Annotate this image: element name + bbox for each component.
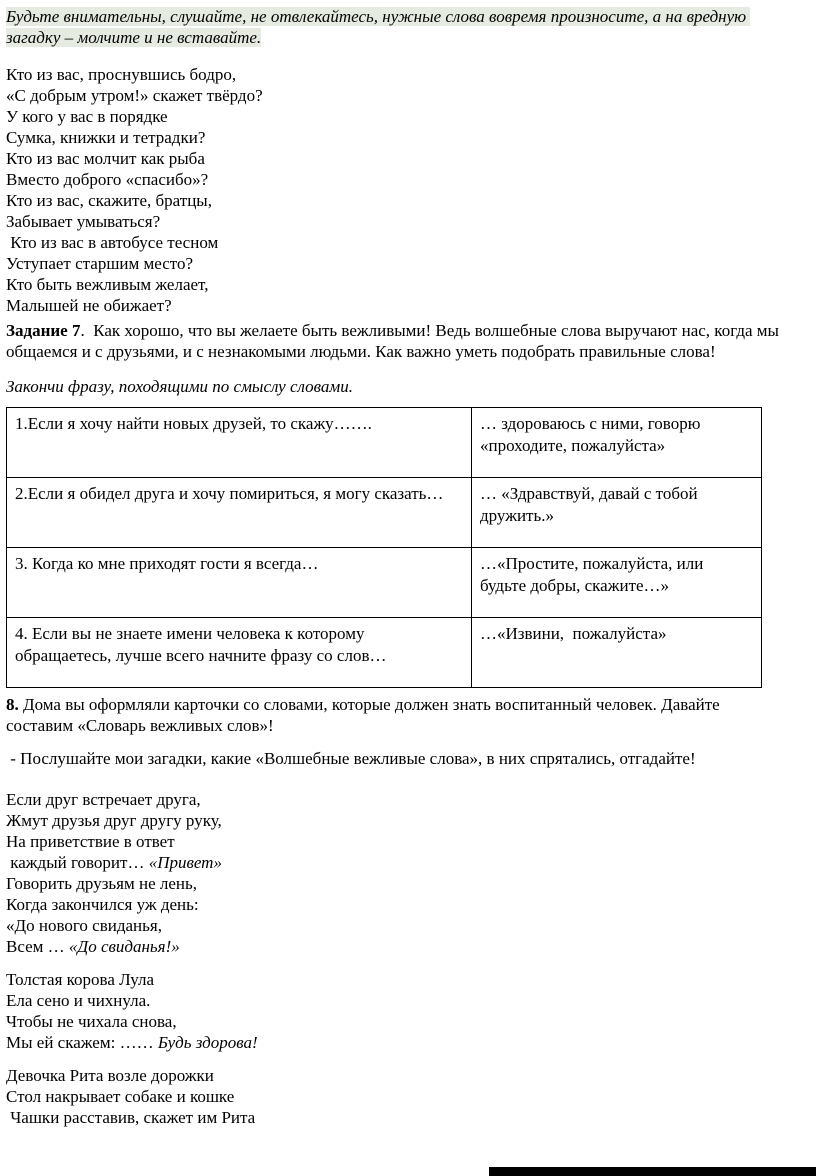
riddle-answer: Будь здорова!: [157, 1033, 258, 1052]
riddle-line: Когда закончился уж день:: [6, 895, 199, 914]
table-row: [7, 478, 762, 548]
intro-note: [6, 6, 786, 48]
quiz-poem: [6, 64, 786, 316]
table-cell-prompt-4: 4. Если вы не знаете имени человека к которому обращаетесь, лучше всего начните фразу со слов…: [7, 618, 472, 688]
table-cell-prompt-1: 1.Если я хочу найти новых друзей, то скажу…….: [7, 408, 472, 478]
table-cell-answer-2: … «Здравствуй, давай с тобой дружить.»: [472, 478, 762, 548]
riddle-answer: «Привет»: [148, 853, 222, 872]
table-cell-answer-3: …«Простите, пожалуйста, или будьте добры, скажите…»: [472, 548, 762, 618]
riddle-line: [6, 936, 786, 957]
riddle-line-text: Всем …: [6, 937, 69, 956]
riddle-line: Ела сено и чихнула.: [6, 991, 151, 1010]
riddle-line: Стол накрывает собаке и кошке: [6, 1087, 235, 1106]
riddle-line: Девочка Рита возле дорожки: [6, 1066, 214, 1085]
cutoff-black-bar: [489, 1167, 816, 1176]
poem-line: Малышей не обижает?: [6, 296, 172, 315]
riddle-line: [6, 852, 786, 873]
riddle-line: Чашки расставив, скажет им Рита: [6, 1108, 256, 1127]
riddle-line-text: Мы ей скажем: ……: [6, 1033, 158, 1052]
table-cell-prompt-2: 2.Если я обидел друга и хочу помириться, я могу сказать…: [7, 478, 472, 548]
task7-text: . Как хорошо, что вы желаете быть вежливыми! Ведь волшебные слова выручают нас, когда мы общаемся и с друзьями, и с незнакомыми людьми. Как важно уметь подобрать правильные слова!: [6, 321, 784, 361]
poem-line: Сумка, книжки и тетрадки?: [6, 128, 206, 147]
intro-note-text: Будьте внимательны, слушайте, не отвлекайтесь, нужные слова вовремя произносите, а на вредную загадку – молчите и не вставайте.: [6, 7, 751, 47]
riddle-line: Если друг встречает друга,: [6, 790, 201, 809]
item8-text: Дома вы оформляли карточки со словами, которые должен знать воспитанный человек. Давайте составим «Словарь вежливых слов»!: [6, 695, 724, 735]
riddle-line: На приветствие в ответ: [6, 832, 175, 851]
item8-paragraph: [6, 694, 786, 736]
poem-line: Кто из вас молчит как рыба: [6, 149, 205, 168]
poem-line: Кто быть вежливым желает,: [6, 275, 209, 294]
riddle-line: «До нового свиданья,: [6, 916, 162, 935]
poem-line: «С добрым утром!» скажет твёрдо?: [6, 86, 263, 105]
table-cell-prompt-3: 3. Когда ко мне приходят гости я всегда…: [7, 548, 472, 618]
item8-label: 8.: [6, 695, 19, 714]
poem-line: У кого у вас в порядке: [6, 107, 168, 126]
poem-line: Уступает старшим место?: [6, 254, 194, 273]
task7-paragraph: [6, 320, 786, 362]
instruction-line: Закончи фразу, походящими по смыслу словами.: [6, 377, 354, 396]
riddle-line: Толстая корова Лула: [6, 970, 155, 989]
table-cell-answer-1: … здороваюсь с ними, говорю «проходите, пожалуйста»: [472, 408, 762, 478]
listen-line: - Послушайте мои загадки, какие «Волшебные вежливые слова», в них спрятались, отгадайте!: [6, 749, 696, 768]
table-row: [7, 618, 762, 688]
table-row: [7, 548, 762, 618]
riddle-answer: «До свиданья!»: [68, 937, 180, 956]
poem-line: Кто из вас в автобусе тесном: [6, 233, 219, 252]
riddle-line: [6, 1032, 786, 1053]
riddle-line-text: каждый говорит…: [6, 853, 149, 872]
riddle-cow: [6, 969, 786, 1053]
poem-line: Кто из вас, скажите, братцы,: [6, 191, 212, 210]
riddle-line: Говорить друзьям не лень,: [6, 874, 198, 893]
poem-line: Вместо доброго «спасибо»?: [6, 170, 209, 189]
riddle-rita: [6, 1065, 786, 1128]
table-cell-answer-4: …«Извини, пожалуйста»: [472, 618, 762, 688]
fill-in-table: [6, 407, 762, 688]
riddle-greeting: [6, 789, 786, 957]
poem-line: Забывает умываться?: [6, 212, 161, 231]
poem-line: Кто из вас, проснувшись бодро,: [6, 65, 237, 84]
riddle-line: Жмут друзья друг другу руку,: [6, 811, 222, 830]
riddle-line: Чтобы не чихала снова,: [6, 1012, 177, 1031]
task7-label: Задание 7: [6, 321, 81, 340]
table-row: [7, 408, 762, 478]
